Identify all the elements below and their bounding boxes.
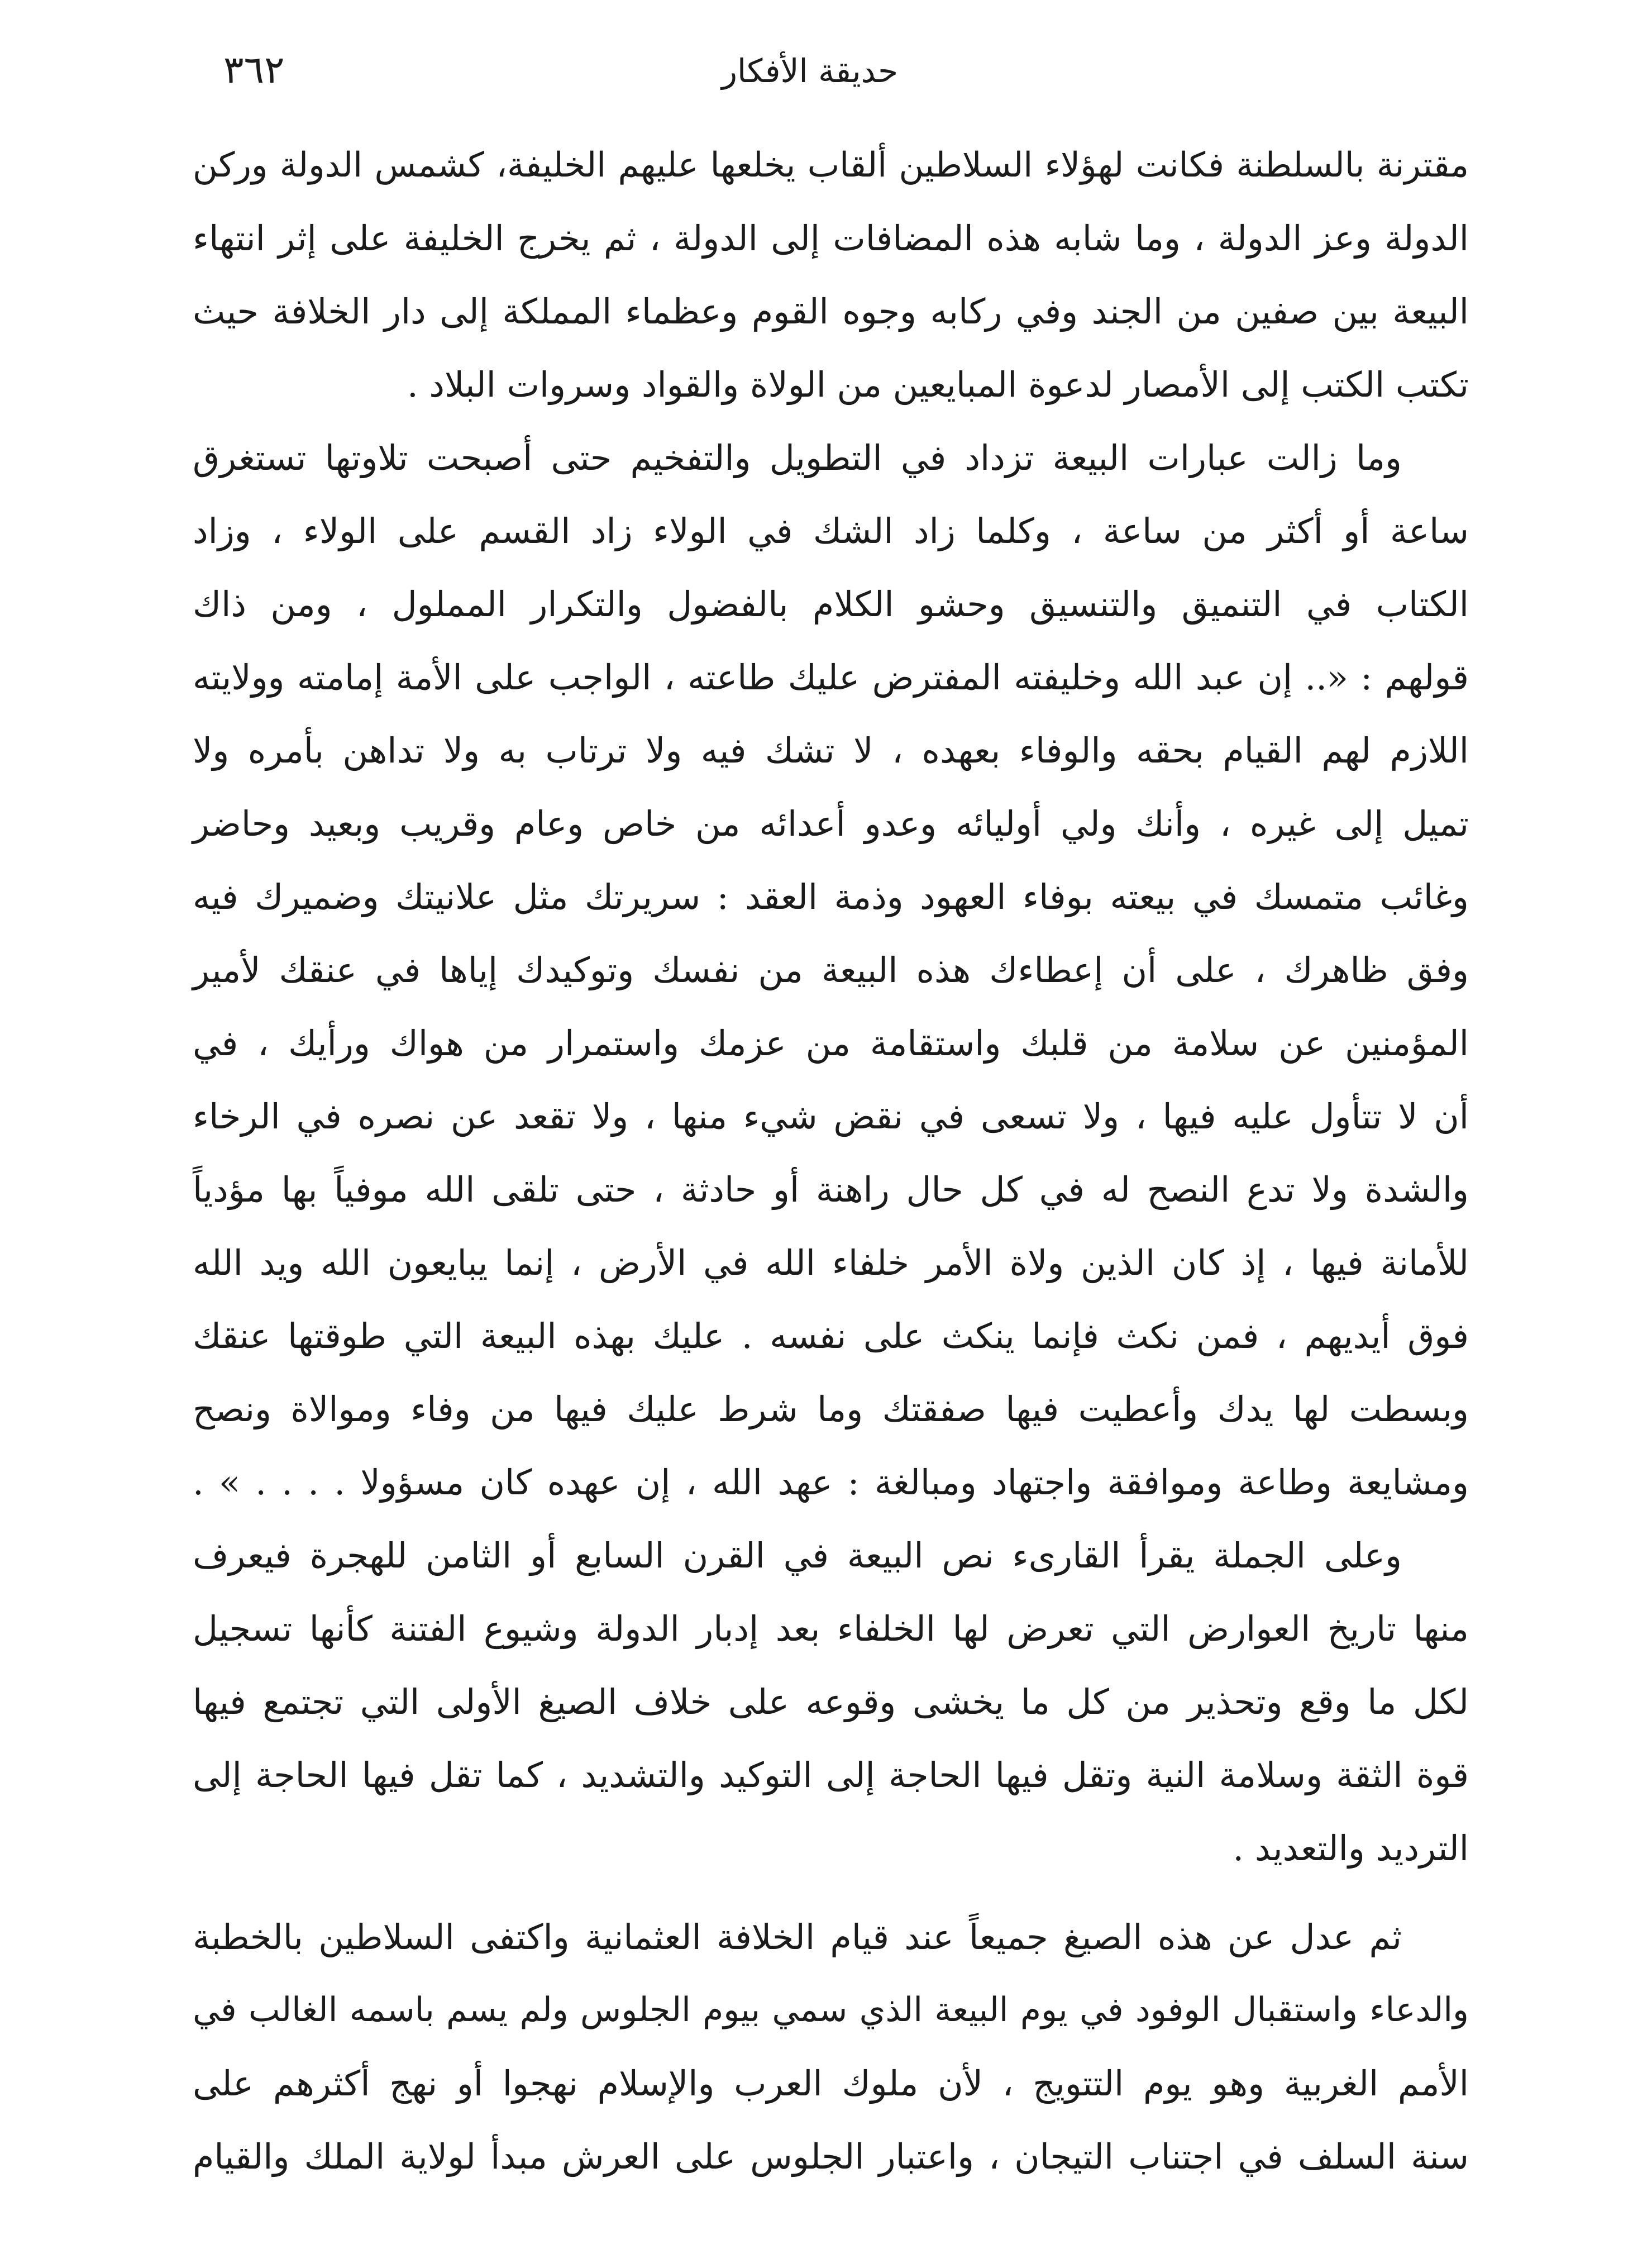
text-line: المؤمنين عن سلامة من قلبك واستقامة من عزمك واستمرار من هواك ورأيك ، في [193, 1023, 1469, 1064]
text-line: وغائب متمسك في بيعته بوفاء العهود وذمة العقد : سريرتك مثل علانيتك وضميرك فيه [193, 876, 1469, 917]
body-text [193, 128, 1469, 2193]
text-line: البيعة بين صفين من الجند وفي ركابه وجوه القوم وعظماء المملكة إلى دار الخلافة حيث [193, 291, 1469, 332]
text-line: تكتب الكتب إلى الأمصار لدعوة المبايعين من الولاة والقواد وسروات البلاد . [407, 364, 1469, 405]
text-line: الترديد والتعديد . [1233, 1828, 1469, 1869]
text-line: وفق ظاهرك ، على أن إعطاءك هذه البيعة من نفسك وتوكيدك إياها في عنقك لأمير [193, 950, 1469, 990]
text-line: الكتاب في التنميق والتنسيق وحشو الكلام بالفضول والتكرار المملول ، ومن ذاك [193, 584, 1469, 625]
page-number: ٣٦٢ [223, 48, 285, 92]
text-line: قوة الثقة وسلامة النية وتقل فيها الحاجة إلى التوكيد والتشديد ، كما تقل فيها الحاجة إلى [193, 1755, 1469, 1795]
text-line: تميل إلى غيره ، وأنك ولي أوليائه وعدو أعدائه من خاص وعام وقريب وبعيد وحاضر [193, 803, 1469, 844]
text-line: وما زالت عبارات البيعة تزداد في التطويل والتفخيم حتى أصبحت تلاوتها تستغرق [193, 437, 1402, 478]
text-line: قولهم : «.. إن عبد الله وخليفته المفترض عليك طاعته ، الواجب على الأمة إمامته وولايته [193, 657, 1469, 698]
text-line: ساعة أو أكثر من ساعة ، وكلما زاد الشك في الولاء زاد القسم على الولاء ، وزاد [193, 511, 1469, 551]
paragraph [193, 1519, 1469, 1885]
text-line: سنة السلف في اجتناب التيجان ، واعتبار الجلوس على العرش مبدأ لولاية الملك والقيام [193, 2136, 1469, 2177]
text-line: مقترنة بالسلطنة فكانت لهؤلاء السلاطين ألقاب يخلعها عليهم الخليفة، كشمس الدولة وركن [193, 145, 1469, 185]
paragraph [193, 1900, 1469, 2193]
text-line: اللازم لهم القيام بحقه والوفاء بعهده ، لا تشك فيه ولا ترتاب به ولا تداهن بأمره ولا [193, 730, 1469, 771]
paragraph-gap [193, 1885, 1469, 1900]
text-line: ومشايعة وطاعة وموافقة واجتهاد ومبالغة : عهد الله ، إن عهده كان مسؤولا . . . . » . [193, 1462, 1469, 1503]
running-title: حديقة الأفكار [722, 52, 898, 90]
text-line: الدولة وعز الدولة ، وما شابه هذه المضافات إلى الدولة ، ثم يخرج الخليفة على إثر انتهاء [193, 218, 1469, 259]
text-line: وبسطت لها يدك وأعطيت فيها صفقتك وما شرط عليك فيها من وفاء وموالاة ونصح [193, 1389, 1469, 1430]
text-line: وعلى الجملة يقرأ القارىء نص البيعة في القرن السابع أو الثامن للهجرة فيعرف [193, 1535, 1402, 1576]
text-line: ثم عدل عن هذه الصيغ جميعاً عند قيام الخلافة العثمانية واكتفى السلاطين بالخطبة [193, 1917, 1402, 1957]
text-line: للأمانة فيها ، إذ كان الذين ولاة الأمر خلفاء الله في الأرض ، إنما يبايعون الله ويد الله [193, 1242, 1469, 1283]
text-line: لكل ما وقع وتحذير من كل ما يخشى وقوعه على خلاف الصيغ الأولى التي تجتمع فيها [193, 1681, 1469, 1722]
paragraph [193, 421, 1469, 1519]
text-line: أن لا تتأول عليه فيها ، ولا تسعى في نقض شيء منها ، ولا تقعد عن نصره في الرخاء [193, 1096, 1469, 1137]
text-line: والدعاء واستقبال الوفود في يوم البيعة الذي سمي بيوم الجلوس ولم يسم باسمه الغالب في [193, 1990, 1469, 2029]
text-line: منها تاريخ العوارض التي تعرض لها الخلفاء بعد إدبار الدولة وشيوع الفتنة كأنها تسجيل [193, 1608, 1469, 1649]
text-line: فوق أيديهم ، فمن نكث فإنما ينكث على نفسه . عليك بهذه البيعة التي طوقتها عنقك [193, 1316, 1469, 1356]
text-line: والشدة ولا تدع النصح له في كل حال راهنة أو حادثة ، حتى تلقى الله موفياً بها مؤدياً [193, 1169, 1469, 1210]
paragraph [193, 128, 1469, 421]
text-line: الأمم الغربية وهو يوم التتويج ، لأن ملوك العرب والإسلام نهجوا أو نهج أكثرهم على [193, 2063, 1469, 2104]
